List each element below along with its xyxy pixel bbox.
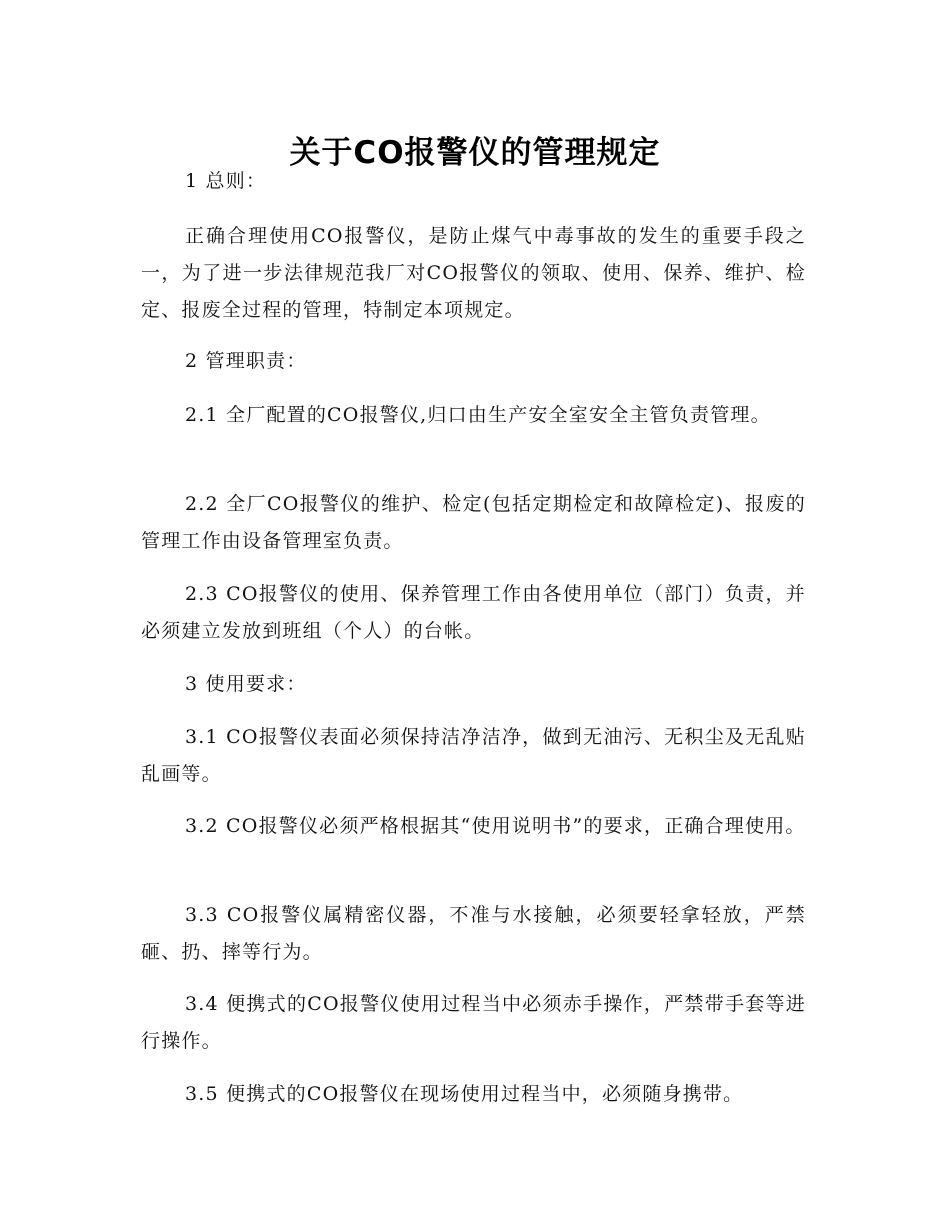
clause-2-3: 2.3 CO报警仪的使用、保养管理工作由各使用单位（部门）负责，并必须建立发放到班组（个人）的台帐。	[141, 583, 806, 642]
section-general-heading: 1 总则：	[185, 170, 267, 192]
clause-3-4: 3.4 便携式的CO报警仪使用过程当中必须赤手操作，严禁带手套等进行操作。	[141, 993, 806, 1052]
clause-3-1: 3.1 CO报警仪表面必须保持洁净洁净，做到无油污、无积尘及无乱贴乱画等。	[141, 726, 806, 785]
clause-3-2: 3.2 CO报警仪必须严格根据其“使用说明书”的要求，正确合理使用。	[185, 815, 806, 837]
section-duty-heading: 2 管理职责：	[185, 350, 307, 372]
section-general-body: 正确合理使用CO报警仪，是防止煤气中毒事故的发生的重要手段之一，为了进一步法律规范我厂对CO报警仪的领取、使用、保养、维护、检定、报废全过程的管理，特制定本项规定。	[141, 225, 806, 321]
clause-2-1: 2.1 全厂配置的CO报警仪,归口由生产安全室安全主管负责管理。	[185, 404, 771, 426]
clause-3-5: 3.5 便携式的CO报警仪在现场使用过程当中，必须随身携带。	[185, 1083, 744, 1105]
clause-2-2: 2.2 全厂CO报警仪的维护、检定(包括定期检定和故障检定)、报废的管理工作由设备管理室负责。	[141, 493, 806, 552]
document-title: 关于CO报警仪的管理规定	[289, 134, 661, 171]
clause-3-3: 3.3 CO报警仪属精密仪器，不准与水接触，必须要轻拿轻放，严禁砸、扔、摔等行为。	[141, 904, 806, 963]
section-use-heading: 3 使用要求：	[185, 673, 307, 695]
